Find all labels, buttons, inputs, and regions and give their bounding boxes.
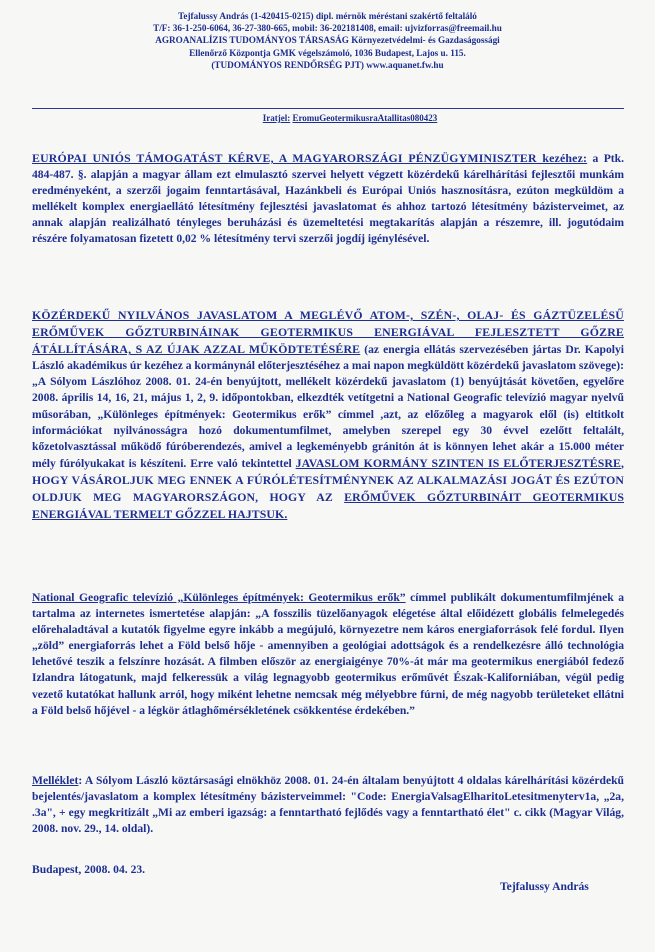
- letterhead-line-organization: AGROANALÍZIS TUDOMÁNYOS TÁRSASÁG Környezetvédelmi- és Gazdaságossági: [155, 35, 500, 46]
- section-proposal-text: (az energia ellátás szervezésében jártas Dr. Kapolyi László akadémikus úr kezéhez a kormánynál előterjesztéséhez a mai napon megküldött közérdekű javaslatom szövege): „A Sólyom Lászlóhoz 2008. 01. 24-én benyújtott, mellékelt közérdekű javaslatom (1) benyújtását követően, egyelőre 2008. április 14, 16, 21, május 1, 2, 9. időpontokban, elkezdték vetítgetni a National Geografic televízió magyar nyelvű műsorában, „Különleges építmények: Geotermikus erők” címmel ,azt, az előzőleg a magyarok elől (is) eltitkolt információkat nyilvánosságra hozó dokumentumfilmet, amelyben szerepel egy 30 évvel ezelőtt feltalált, kőzetolvasztással működő fúróberendezés, amivel a legkeményebb gránitón át is könnyen lehet akár a 15.000 méter mély fúrólyukakat is készíteni. Erre való tekintettel: [32, 343, 624, 470]
- signature: Tejfalussy András: [500, 880, 589, 893]
- letterhead-line-author: Tejfalussy András (1-420415-0215) dipl. mérnök méréstani szakértő feltaláló: [178, 11, 477, 21]
- section-proposal-tail: , HOGY VÁSÁROLJUK MEG ENNEK A FÚRÓLÉTESÍTMÉNYNEK AZ ALKALMAZÁSI JOGÁT ÉS EZÚTON OLDJUK MEG MAGYARORSZÁGON, HOGY AZ: [32, 455, 625, 505]
- letterhead: [40, 10, 615, 71]
- section-attachment-heading: Melléklet: [32, 774, 79, 787]
- section-documentary-text: címmel publikált dokumentumfilmjének a tartalma az internetes ismertetése alapján: „A fosszilis tüzelőanyagok elégetése által előidézett globális felmelegedés előrehaladtával a kutatók figyelme egyre inkább a megújuló, környezetre nem káros energiaforrások felé fordul. Ilyen „zöld” energiaforrás lehet a Föld belső hője - amennyiben a geológiai adottságok és a rendelkezésre álló technológia lehetővé teszik a felszínre hozását. A filmben először az energiaigénye 70%-át már ma geotermikus energiából fedező Izlandra látogatunk, majd felkeressük a világ legnagyobb geotermikus erőművét Észak-Kaliforniában, végül pedig vezető kutatókat hallunk arról, hogy miként lehetne nemcsak még mélyebbre fúrni, de még nagyobb területeket ellátni a Föld belső hőjével - a légkör átlaghőmérsékletének csökkentése érdekében.”: [32, 591, 625, 717]
- letterhead-line-website: (TUDOMÁNYOS RENDŐRSÉG PJT) www.aquanet.fw.hu: [211, 59, 444, 70]
- section-proposal-heading: KÖZÉRDEKŰ NYILVÁNOS JAVASLATOM A MEGLÉVŐ ATOM-, SZÉN-, OLAJ- ÉS GÁZTÜZELÉSŰ ERŐMŰVEK GŐZTURBINÁINAK GEOTERMIKUS ENERGIÁVAL FEJLESZTETT GŐZRE ÁTÁLLÍTÁSÁRA, S AZ ÚJAK AZZAL MŰKÖDTETÉSÉRE: [32, 308, 624, 357]
- reference-value: EromuGeotermikusraAtallitas080423: [292, 113, 438, 123]
- letterhead-line-address: Ellenőrző Központja GMK végelszámoló, 1036 Budapest, Lajos u. 115.: [189, 47, 466, 58]
- document-date: Budapest, 2008. 04. 23.: [32, 863, 146, 876]
- section-request-heading: EURÓPAI UNIÓS TÁMOGATÁST KÉRVE, A MAGYARORSZÁGI PÉNZÜGYMINISZTER kezéhez:: [32, 151, 588, 165]
- letterhead-line-contact: T/F: 36-1-250-6064, 36-27-380-665, mobil: 36-202181408, email: ujvizforras@freemail.hu: [153, 23, 502, 34]
- reference-line: [200, 113, 500, 123]
- section-proposal-emphasis: JAVASLOM KORMÁNY SZINTEN IS ELŐTERJESZTÉSRE: [295, 455, 621, 470]
- section-attachment-text: : A Sólyom László köztársasági elnökhöz 2008. 01. 24-én általam benyújtott 4 oldalas kárelhárítási közérdekű bejelentés/javaslatom a komplex létesítmény bázisterveimmel: "Code: EnergiaValsagElharitoLetesitmenyterv1a, „2a, .3a", + egy megkritizált „Mi az emberi igazság: a fenntartható fejlődés vagy a fenntartható élet" c. cikk (Magyar Világ, 2008. nov. 29., 14. oldal).: [32, 774, 624, 836]
- section-request: [32, 150, 624, 248]
- section-proposal-emphasis-2: ERŐMŰVEK GŐZTURBINÁIT GEOTERMIKUS ENERGIÁVAL TERMELT GŐZZEL HAJTSUK.: [32, 490, 625, 522]
- section-attachment: [32, 773, 624, 837]
- section-documentary-heading: National Geografic televízió „Különleges építmények: Geotermikus erők”: [32, 591, 406, 604]
- section-documentary: [32, 590, 624, 719]
- reference-label: Iratjel:: [262, 113, 291, 123]
- section-request-text: a Ptk. 484-487. §. alapján a magyar állam ezt elmulasztó szervei helyett végzett közérdekű kárelhárítási fejlesztői munkám eredményeként, a szerzői jogaim fenntartásával, Hazánkbeli és Európai Uniós hasznosításra, ezúton megküldöm a mellékelt komplex energiaellátó létesítmény fejlesztési javaslatomat és ahhoz tartozó létesítmény bázisterveimet, az annak alapján realizálható tényleges beruházási és üzemeltetési megtakarítás alapján a részemre, ill. jogutódaim részére folyamatosan fizetett 0,02 % létesítmény tervi szerzői jogdíj igénylésével.: [32, 152, 624, 246]
- letterhead-divider: [32, 108, 624, 109]
- section-proposal: [32, 307, 624, 523]
